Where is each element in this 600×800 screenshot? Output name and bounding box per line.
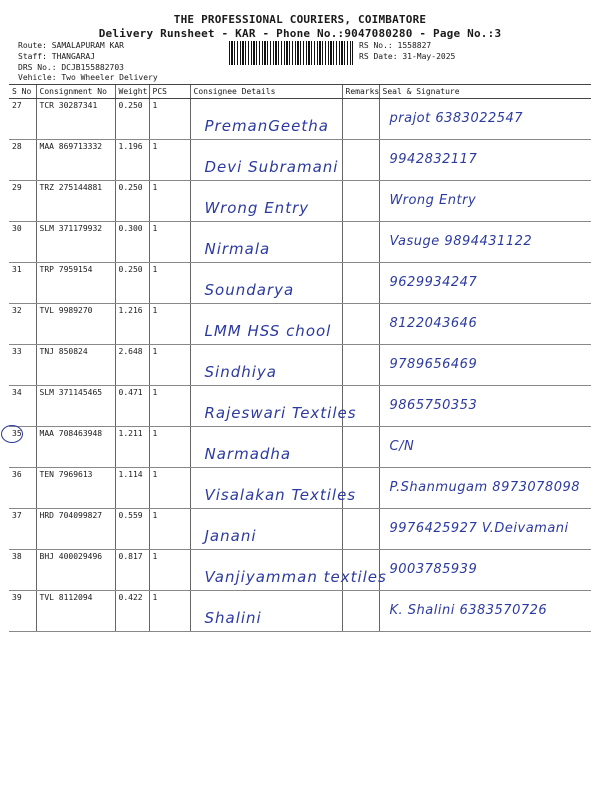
row-serial-number: 35 (9, 427, 36, 468)
row-serial-number: 38 (9, 550, 36, 591)
table-row (9, 591, 591, 632)
table-row (9, 427, 591, 468)
consignee-handwritten-name: Soundarya (204, 281, 295, 299)
row-serial-number: 31 (9, 263, 36, 304)
consignee-handwritten-name: Sindhiya (204, 363, 277, 381)
drs-number: DRS No.: DCJB155882703 (18, 63, 124, 72)
weight-value: 1.196 (115, 140, 149, 181)
signature-cell (379, 345, 591, 386)
pieces-count: 1 (149, 386, 190, 427)
consignee-cell (190, 181, 342, 222)
consignment-number: TNJ 850824 (36, 345, 115, 386)
remarks-cell (342, 99, 379, 140)
col-header-sno: S No (9, 85, 36, 99)
pieces-count: 1 (149, 427, 190, 468)
remarks-cell (342, 222, 379, 263)
pieces-count: 1 (149, 550, 190, 591)
row-serial-number: 34 (9, 386, 36, 427)
signature-cell (379, 99, 591, 140)
consignment-number: TRZ 275144881 (36, 181, 115, 222)
consignee-cell (190, 99, 342, 140)
consignee-handwritten-name: Visalakan Textiles (204, 486, 357, 504)
signature-cell (379, 181, 591, 222)
consignment-number: TVL 8112094 (36, 591, 115, 632)
col-header-consignment: Consignment No (36, 85, 115, 99)
weight-value: 0.250 (115, 99, 149, 140)
row-serial-number: 32 (9, 304, 36, 345)
consignee-handwritten-name: Devi Subramani (204, 158, 339, 176)
remarks-cell (342, 304, 379, 345)
rs-date: RS Date: 31-May-2025 (359, 52, 456, 61)
pieces-count: 1 (149, 181, 190, 222)
pieces-count: 1 (149, 99, 190, 140)
col-header-remarks: Remarks (342, 85, 379, 99)
consignee-handwritten-name: Shalini (204, 609, 262, 627)
consignee-cell (190, 427, 342, 468)
signature-handwritten: 9865750353 (389, 398, 478, 413)
signature-handwritten: P.Shanmugam 8973078098 (389, 480, 581, 495)
consignment-number: MAA 869713332 (36, 140, 115, 181)
runsheet-subtitle: Delivery Runsheet - KAR - Phone No.:9047080280 - Page No.:3 (98, 27, 502, 40)
pieces-count: 1 (149, 509, 190, 550)
row-serial-number: 29 (9, 181, 36, 222)
signature-cell (379, 263, 591, 304)
runsheet-table (9, 84, 591, 632)
weight-value: 0.250 (115, 263, 149, 304)
table-row (9, 386, 591, 427)
row-serial-number: 39 (9, 591, 36, 632)
consignee-handwritten-name: Narmadha (204, 445, 292, 463)
signature-handwritten: 9789656469 (389, 357, 478, 372)
row-serial-number: 36 (9, 468, 36, 509)
consignment-number: SLM 371179932 (36, 222, 115, 263)
signature-cell (379, 591, 591, 632)
signature-cell (379, 222, 591, 263)
weight-value: 1.216 (115, 304, 149, 345)
consignee-cell (190, 140, 342, 181)
remarks-cell (342, 263, 379, 304)
weight-value: 2.648 (115, 345, 149, 386)
weight-value: 0.422 (115, 591, 149, 632)
circle-mark-icon (1, 425, 23, 443)
consignee-cell (190, 345, 342, 386)
row-serial-number: 37 (9, 509, 36, 550)
remarks-cell (342, 140, 379, 181)
consignment-number: MAA 708463948 (36, 427, 115, 468)
col-header-signature: Seal & Signature (379, 85, 591, 99)
pieces-count: 1 (149, 263, 190, 304)
row-serial-number: 28 (9, 140, 36, 181)
remarks-cell (342, 386, 379, 427)
row-serial-number: 33 (9, 345, 36, 386)
consignee-cell (190, 263, 342, 304)
signature-handwritten: 9942832117 (389, 152, 478, 167)
vehicle-label: Vehicle: Two Wheeler Delivery (18, 73, 158, 82)
signature-handwritten: K. Shalini 6383570726 (389, 603, 548, 618)
signature-cell (379, 427, 591, 468)
pieces-count: 1 (149, 222, 190, 263)
consignee-cell (190, 222, 342, 263)
runsheet-title: THE PROFESSIONAL COURIERS, COIMBATORE (173, 13, 427, 26)
consignee-handwritten-name: Rajeswari Textiles (204, 404, 357, 422)
table-row (9, 509, 591, 550)
signature-cell (379, 304, 591, 345)
weight-value: 0.300 (115, 222, 149, 263)
table-row (9, 263, 591, 304)
row-serial-number: 27 (9, 99, 36, 140)
signature-handwritten: 9976425927 V.Deivamani (389, 521, 569, 536)
consignee-cell (190, 386, 357, 427)
consignment-number: BHJ 400029496 (36, 550, 115, 591)
table-row (9, 345, 591, 386)
pieces-count: 1 (149, 468, 190, 509)
remarks-cell (342, 550, 379, 591)
table-row (9, 99, 591, 140)
row-serial-number: 30 (9, 222, 36, 263)
consignment-number: SLM 371145465 (36, 386, 115, 427)
signature-handwritten: 9629934247 (389, 275, 478, 290)
signature-handwritten: 9003785939 (389, 562, 478, 577)
consignee-handwritten-name: PremanGeetha (204, 117, 329, 135)
staff-label: Staff: THANGARAJ (18, 52, 96, 61)
weight-value: 0.559 (115, 509, 149, 550)
consignee-cell (190, 591, 342, 632)
signature-handwritten: C/N (389, 439, 415, 454)
pieces-count: 1 (149, 345, 190, 386)
consignment-number: HRD 704099827 (36, 509, 115, 550)
consignee-handwritten-name: Nirmala (204, 240, 271, 258)
weight-value: 1.211 (115, 427, 149, 468)
consignee-handwritten-name: Janani (204, 527, 257, 545)
consignee-cell (190, 304, 342, 345)
barcode-image (229, 41, 353, 65)
table-row (9, 550, 591, 591)
signature-handwritten: 8122043646 (389, 316, 478, 331)
consignment-number: TCR 30287341 (36, 99, 115, 140)
weight-value: 0.250 (115, 181, 149, 222)
col-header-consignee: Consignee Details (190, 85, 342, 99)
consignee-handwritten-name: LMM HSS chool (204, 322, 332, 340)
col-header-pcs: PCS (149, 85, 190, 99)
table-row (9, 468, 591, 509)
signature-handwritten: Wrong Entry (389, 193, 477, 208)
col-header-weight: Weight (115, 85, 149, 99)
signature-cell (379, 509, 591, 550)
table-row (9, 222, 591, 263)
pieces-count: 1 (149, 591, 190, 632)
table-row (9, 304, 591, 345)
signature-cell (379, 386, 591, 427)
remarks-cell (342, 427, 379, 468)
table-row (9, 181, 591, 222)
remarks-cell (342, 345, 379, 386)
pieces-count: 1 (149, 140, 190, 181)
signature-handwritten: prajot 6383022547 (389, 111, 524, 126)
remarks-cell (342, 509, 379, 550)
route-label: Route: SAMALAPURAM KAR (18, 41, 124, 50)
weight-value: 0.471 (115, 386, 149, 427)
table-header-row (9, 85, 591, 99)
weight-value: 1.114 (115, 468, 149, 509)
consignee-handwritten-name: Vanjiyamman textiles (204, 568, 387, 586)
consignment-number: TVL 9989270 (36, 304, 115, 345)
pieces-count: 1 (149, 304, 190, 345)
signature-cell (379, 550, 591, 591)
weight-value: 0.817 (115, 550, 149, 591)
consignment-number: TEN 7969613 (36, 468, 115, 509)
signature-cell (379, 140, 591, 181)
consignee-cell (190, 509, 342, 550)
signature-cell (379, 468, 591, 509)
consignee-cell (190, 468, 357, 509)
remarks-cell (342, 181, 379, 222)
consignee-handwritten-name: Wrong Entry (204, 199, 310, 217)
consignment-number: TRP 7959154 (36, 263, 115, 304)
rs-number: RS No.: 1558827 (359, 41, 432, 50)
remarks-cell (342, 591, 379, 632)
consignee-cell (190, 550, 387, 591)
remarks-cell (342, 468, 379, 509)
table-row (9, 140, 591, 181)
signature-handwritten: Vasuge 9894431122 (389, 234, 533, 249)
